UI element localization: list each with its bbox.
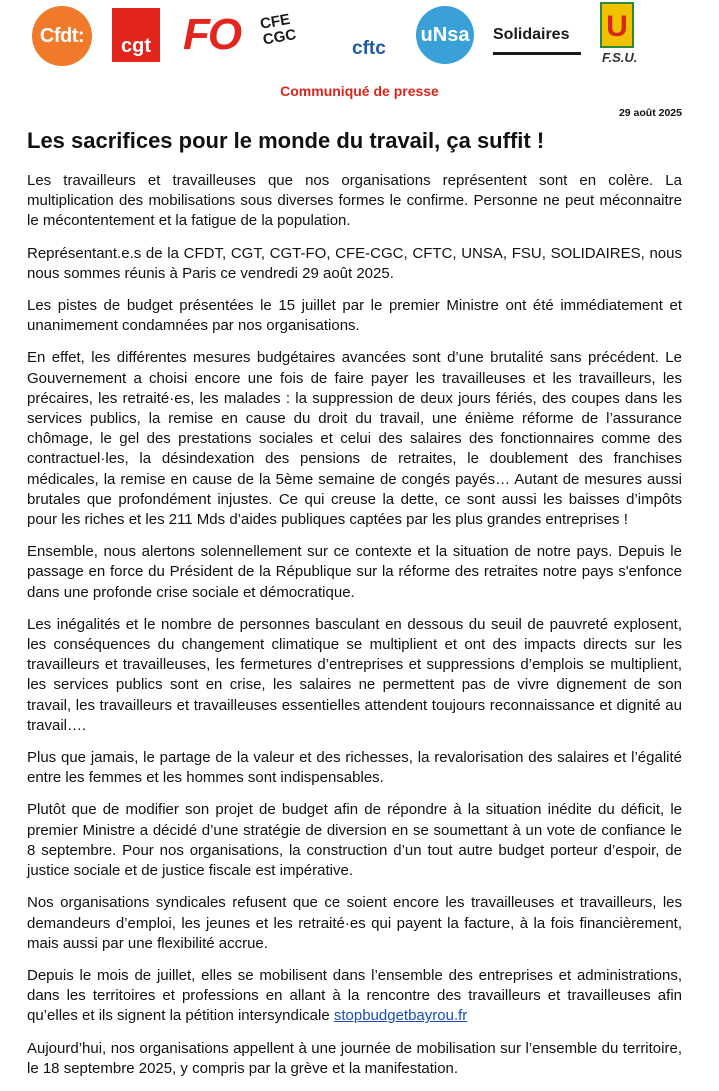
- page-title: Les sacrifices pour le monde du travail, ça suffit !: [27, 128, 545, 153]
- paragraph: Les inégalités et le nombre de personnes basculant en dessous du seuil de pauvreté explosent, les conséquences du changement climatique se multiplient et ont des impacts directs sur les travailleurs et travailleuses, les fermetures d’entreprises et suppressions d’emplois se multiplient, les services publics sont en crise, les salaires ne permettent pas de vivre dignement de son travail, les travailleurs et travailleuses essentielles attendent toujours reconnaissance et dignité au travail….: [27, 615, 682, 734]
- final-paragraph: Aujourd’hui, nos organisations appellent à une journée de mobilisation sur l’ensemble du territoire, le 18 septembre 2025, y compris par la grève et la manifestation.: [27, 1039, 682, 1077]
- petition-link[interactable]: stopbudgetbayrou.fr: [333, 1007, 468, 1025]
- petition-paragraph: [27, 966, 682, 1027]
- paragraph: En effet, les différentes mesures budgétaires avancées sont d’une brutalité sans précédent. Le Gouvernement a choisi encore une fois de faire payer les travailleuses et les travailleurs, les précaires, les retraité·es, les malades : la suppression de deux jours fériés, des coupes dans les services publics, la remise en cause du droit du travail, une énième réforme de l’assurance chômage, le gel des prestations sociales et celui des salaires des fonctionnaires comme des contractuel·les, la désindexation des pensions de retraites, le doublement des franchises médicales, la remise en cause de la 5ème semaine de congés payés… Autant de mesures aussi brutales que profondément injustes. Ce qui creuse la dette, ce sont aussi les baisses d’impôts pour les riches et les 211 Mds d’aides publiques captées par les plus grandes entreprises !: [27, 349, 682, 529]
- communique-label: Communiqué de presse: [280, 83, 439, 99]
- paragraph: Représentant.e.s de la CFDT, CGT, CGT-FO, CFE-CGC, CFTC, UNSA, FSU, SOLIDAIRES, nous nous sommes réunis à Paris ce vendredi 29 août 2025.: [27, 244, 682, 282]
- fsu-logo-mark: U: [600, 2, 634, 48]
- unsa-logo: [416, 6, 474, 64]
- cgt-logo-text: cgt: [121, 35, 151, 57]
- paragraph: Les travailleurs et travailleuses que nos organisations représentent sont en colère. La multiplication des mobilisations sous diverses formes le confirme. Personne ne peut méconnaitre le mécontentement et la fatigue de la population.: [27, 172, 682, 230]
- paragraph: Les pistes de budget présentées le 15 juillet par le premier Ministre ont été immédiatement et unanimement condamnées par nos organisations.: [27, 297, 682, 335]
- paragraph: Plutôt que de modifier son projet de budget afin de répondre à la situation inédite du déficit, le premier Ministre a décidé d’une stratégie de diversion en se soumettant à un vote de confiance le 8 septembre. Pour nos organisations, la construction d’un tout autre budget porteur d’espoir, de justice sociale et de justice fiscale est impérative.: [27, 801, 682, 880]
- cfe-cgc-logo-text-top: CFE: [258, 10, 292, 33]
- fo-logo: [183, 10, 241, 60]
- fsu-logo: [598, 2, 656, 66]
- cgt-logo: [112, 8, 160, 62]
- solidaires-logo-text: Solidaires: [493, 26, 570, 43]
- cfe-cgc-logo: [259, 8, 321, 67]
- unsa-logo-text: uNsa: [420, 23, 470, 46]
- union-logos-bar: [0, 0, 719, 76]
- paragraph: Nos organisations syndicales refusent que ce soient encore les travailleuses et travailleurs, les demandeurs d’emploi, les jeunes et les retraité·es qui payent la facture, à la fois financièrement, mais aussi par une flexibilité accrue.: [27, 894, 682, 952]
- cftc-logo-text: cftc: [352, 38, 386, 59]
- cfdt-logo-text: Cfdt:: [39, 24, 85, 47]
- cfe-cgc-logo-text-bottom: CGC: [261, 26, 298, 49]
- paragraph: Plus que jamais, le partage de la valeur et des richesses, la revalorisation des salaires et l’égalité entre les femmes et les hommes sont indispensables.: [27, 749, 682, 787]
- cftc-logo: [352, 10, 402, 60]
- press-release-body: [27, 171, 682, 1091]
- solidaires-logo: [493, 18, 581, 55]
- cfdt-logo: [32, 6, 92, 66]
- paragraph: Ensemble, nous alertons solennellement sur ce contexte et la situation de notre pays. Depuis le passage en force du Président de la République sur la réforme des retraites notre pays s'enfonce dans une profonde crise sociale et démocratique.: [27, 543, 682, 601]
- fsu-logo-text: F.S.U.: [602, 50, 638, 65]
- release-date: 29 août 2025: [618, 107, 682, 119]
- fo-logo-text: FO: [183, 10, 241, 59]
- petition-text: Depuis le mois de juillet, elles se mobilisent dans l’ensemble des entreprises et administrations, dans les territoires et professions en allant à la rencontre des travailleurs et travailleuses afin qu’elles et ils signent la pétition intersyndicale: [27, 966, 682, 1025]
